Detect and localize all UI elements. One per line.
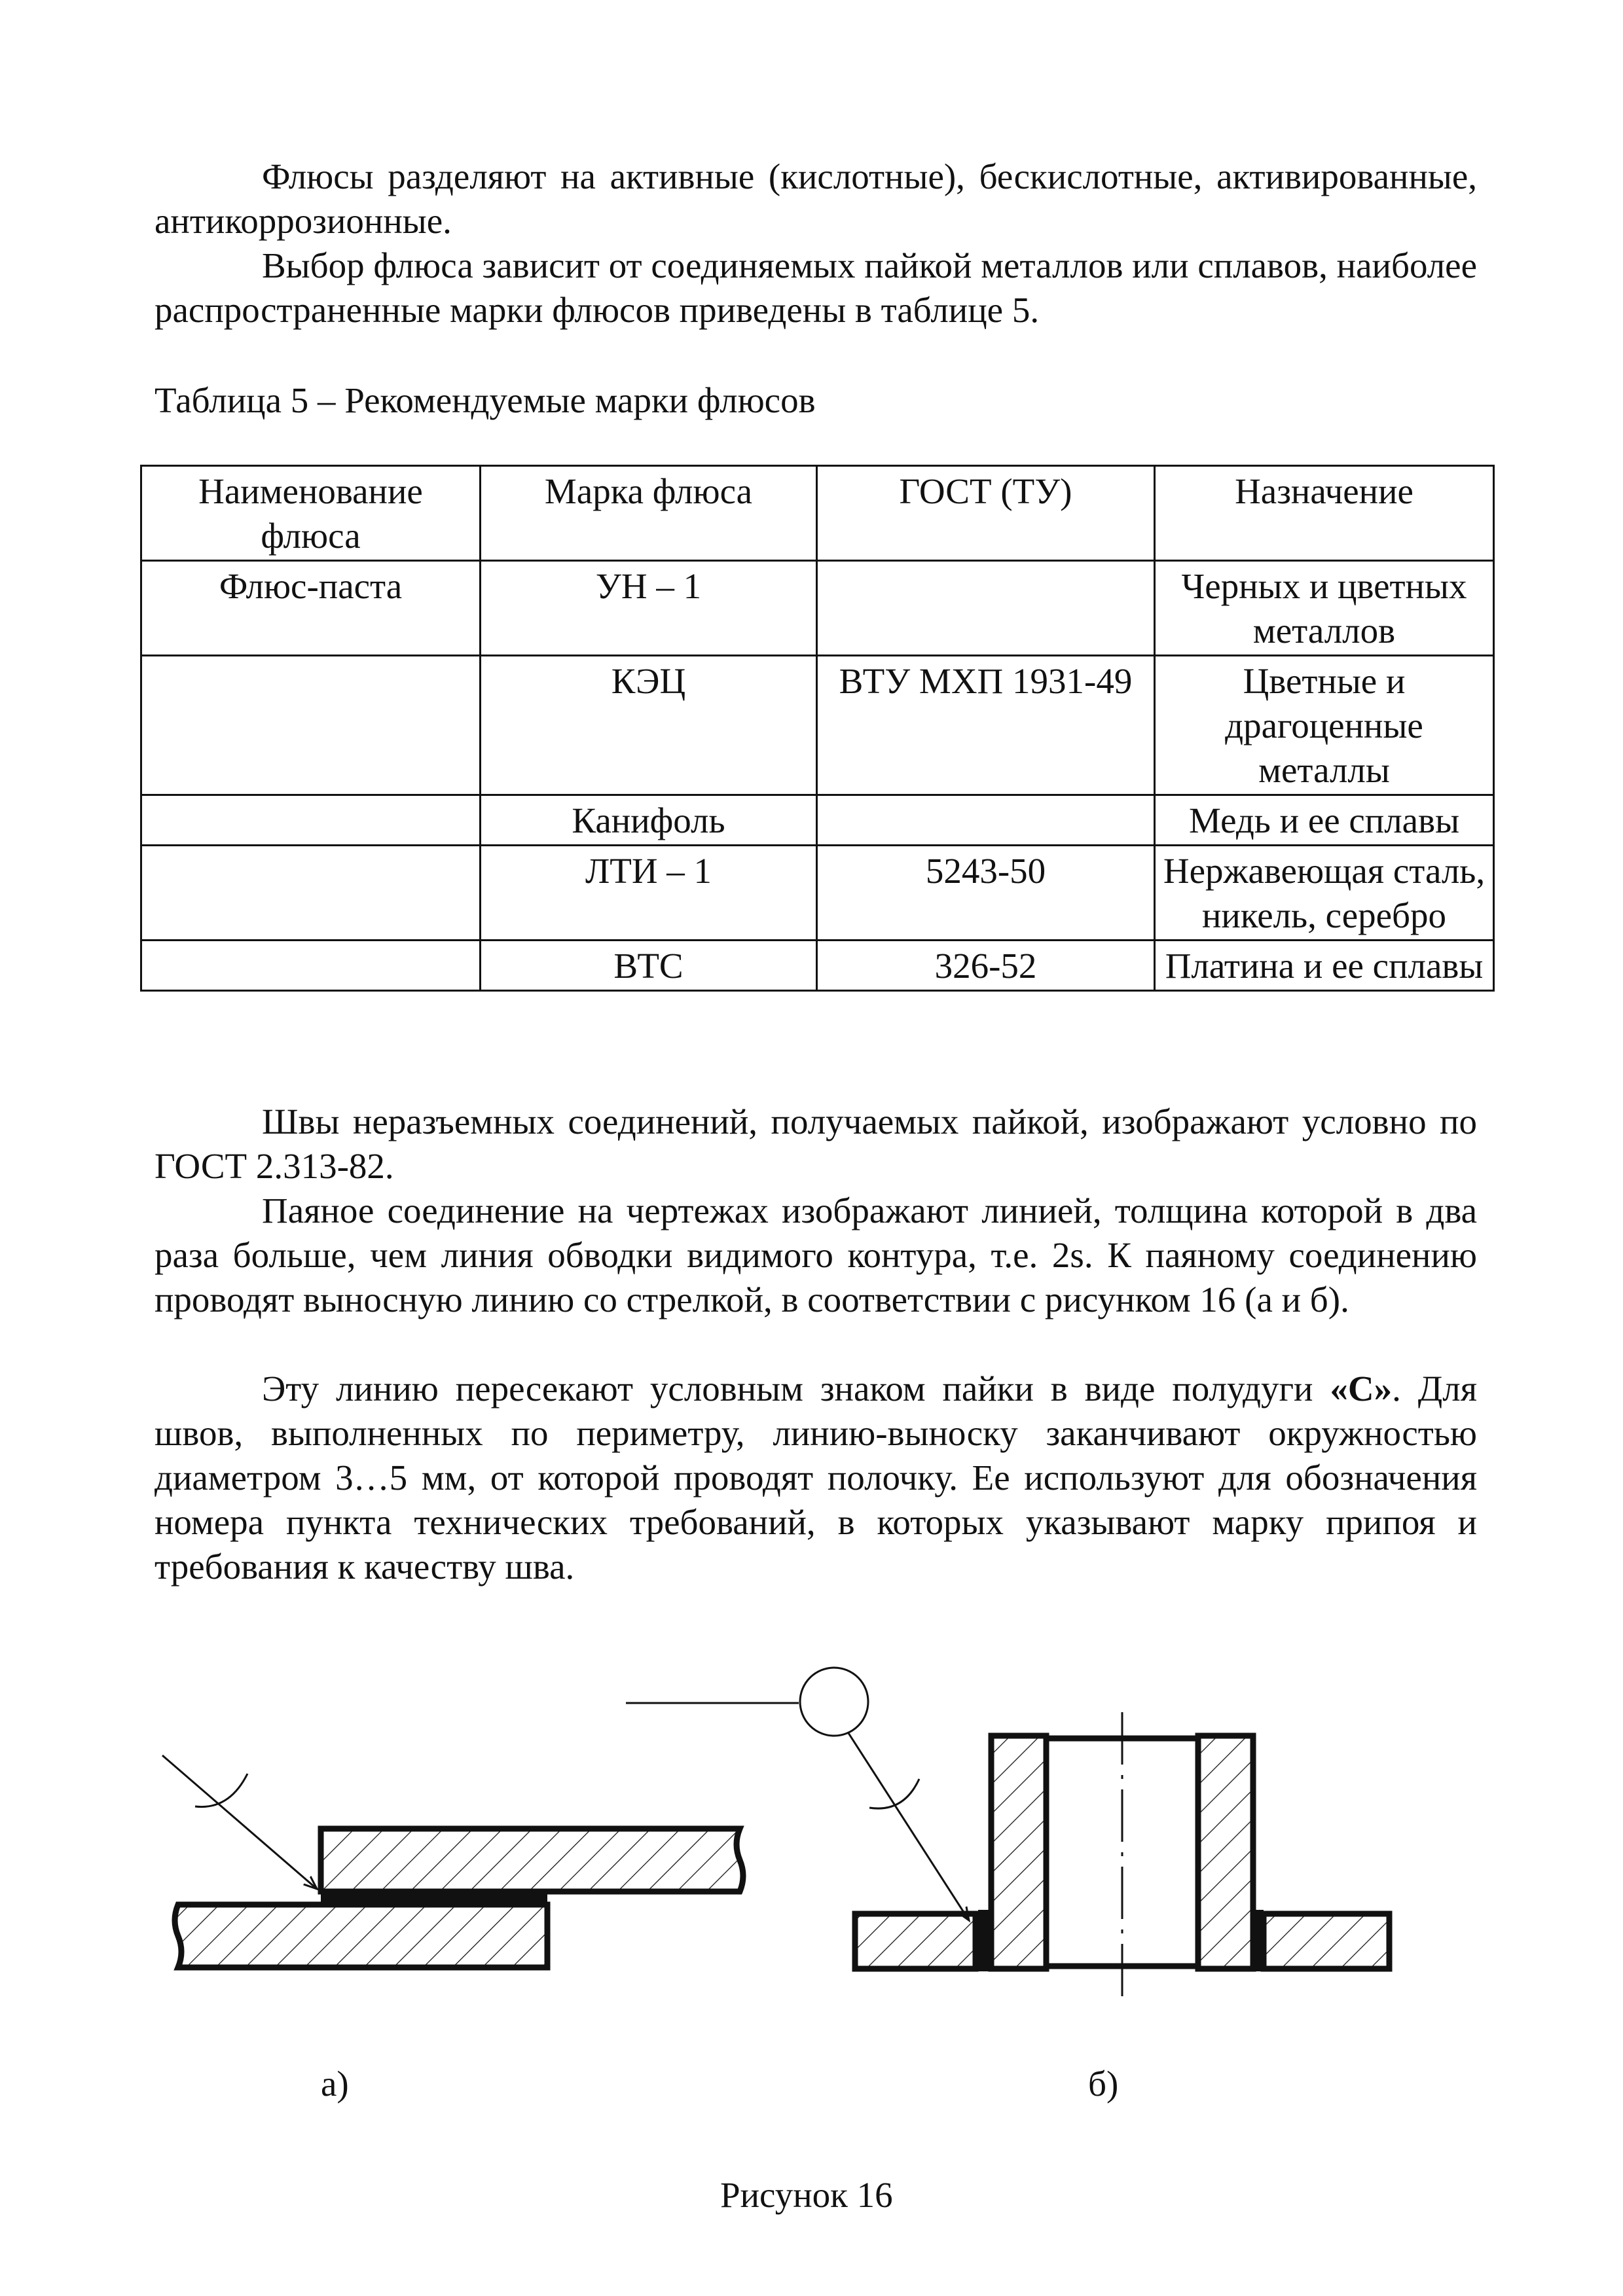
table-cell bbox=[141, 656, 481, 795]
header-cell: ГОСТ (ТУ) bbox=[817, 466, 1155, 561]
paragraph-flux-types: Флюсы разделяют на активные (кислотные), бескислотные, активированные, антикоррозионные. bbox=[155, 156, 1477, 241]
table-header-row bbox=[141, 466, 1494, 561]
header-cell: Марка флюса bbox=[481, 466, 817, 561]
table-cell: Платина и ее сплавы bbox=[1155, 941, 1494, 991]
paragraph-solder-line: Паяное соединение на чертежах изображают линией, толщина которой в два раза больше, чем линия обводки видимого контура, т.е. 2s. К паяному соединению проводят выносную линию со стрелкой, в соответствии с рисунком 16 (а и б). bbox=[155, 1191, 1477, 1319]
tube-wall-left bbox=[991, 1736, 1046, 1969]
table-cell: Флюс-паста bbox=[141, 561, 481, 656]
table-cell bbox=[817, 795, 1155, 846]
leader-arrow bbox=[162, 1755, 317, 1889]
table-row bbox=[141, 846, 1494, 941]
base-left bbox=[855, 1914, 976, 1969]
table-cell: Медь и ее сплавы bbox=[1155, 795, 1494, 846]
table-cell: КЭЦ bbox=[481, 656, 817, 795]
upper-plate bbox=[321, 1829, 743, 1892]
table-row bbox=[141, 561, 1494, 656]
solder-symbol: «С» bbox=[1330, 1369, 1393, 1408]
figure-16-drawing bbox=[0, 1649, 1623, 2186]
figure-caption: Рисунок 16 bbox=[720, 2175, 893, 2215]
table-cell: Цветные и драгоценные металлы bbox=[1155, 656, 1494, 795]
table-row bbox=[141, 656, 1494, 795]
figure-a-lap-joint bbox=[162, 1755, 743, 1967]
table-cell: ВТУ МХП 1931-49 bbox=[817, 656, 1155, 795]
symbol-text-before: Эту линию пересекают условным знаком пайки в виде полудуги bbox=[262, 1369, 1330, 1408]
table-cell bbox=[141, 941, 481, 991]
table-cell: Нержавеющая сталь, никель, серебро bbox=[1155, 846, 1494, 941]
table-cell: Черных и цветных металлов bbox=[1155, 561, 1494, 656]
table-cell: Канифоль bbox=[481, 795, 817, 846]
table-cell: ЛТИ – 1 bbox=[481, 846, 817, 941]
table-cell bbox=[141, 795, 481, 846]
paragraph-solder-symbol bbox=[155, 1367, 1477, 1589]
table-cell bbox=[817, 561, 1155, 656]
base-right bbox=[1264, 1914, 1389, 1969]
header-cell: Наименование флюса bbox=[141, 466, 481, 561]
table-row bbox=[141, 795, 1494, 846]
table-cell: УН – 1 bbox=[481, 561, 817, 656]
table-cell: 326-52 bbox=[817, 941, 1155, 991]
table-cell: ВТС bbox=[481, 941, 817, 991]
perimeter-circle bbox=[800, 1668, 868, 1736]
header-cell: Назначение bbox=[1155, 466, 1494, 561]
table-caption: Таблица 5 – Рекомендуемые марки флюсов bbox=[155, 380, 816, 420]
lower-plate bbox=[175, 1905, 547, 1967]
paragraph-flux-choice: Выбор флюса зависит от соединяемых пайкой металлов или сплавов, наиболее распространенные марки флюсов приведены в таблице 5. bbox=[155, 245, 1477, 330]
table-row bbox=[141, 941, 1494, 991]
symbol-text-after: . Для швов, выполненных по периметру, линию-выноску заканчивают окружностью диаметром 3…5 мм, от которой проводят полочку. Ее используют для обозначения номера пункта технических требований, в которых указывают марку припоя и требования к качеству шва. bbox=[155, 1369, 1478, 1587]
table-cell: 5243-50 bbox=[817, 846, 1155, 941]
figure-label-b: б) bbox=[1088, 2064, 1119, 2104]
flux-table bbox=[140, 465, 1495, 992]
leader-arrow bbox=[848, 1733, 969, 1920]
table-cell bbox=[141, 846, 481, 941]
paragraph-seams-gost: Швы неразъемных соединений, получаемых пайкой, изображают условно по ГОСТ 2.313-82. bbox=[155, 1102, 1477, 1186]
tube-wall-right bbox=[1198, 1736, 1253, 1969]
figure-label-a: а) bbox=[321, 2064, 349, 2104]
